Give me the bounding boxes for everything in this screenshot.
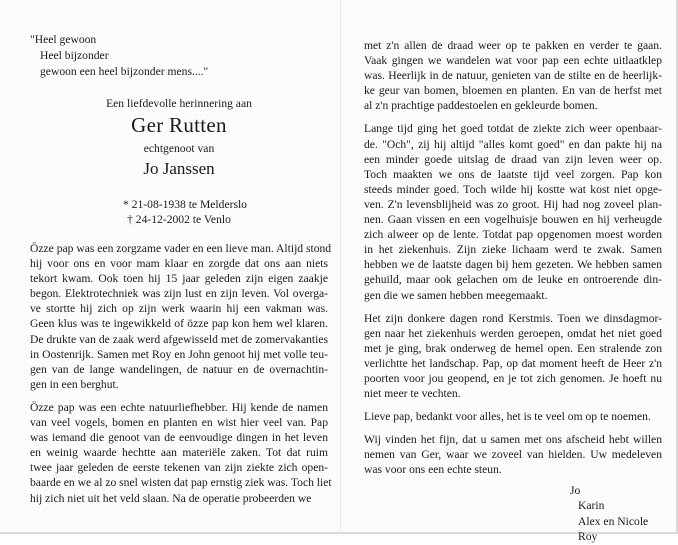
text-line: ve stortte hij zich op zijn werk waarin hij een vakman was. xyxy=(30,302,328,316)
right-text xyxy=(364,38,662,478)
text-line: met je ging, brak onderweg de hemel open. Een stralende zon xyxy=(364,341,662,355)
text-line: met z'n allen de draad weer op te pakken en verder te gaan. xyxy=(364,39,662,52)
signatory: Jo xyxy=(570,483,581,497)
text-line: van veel vogels, bomen en planten en wist hier veel van. Pap xyxy=(30,416,328,430)
text-line: steeds minder goed. Toch wilde hij kostte wat kost niet opge- xyxy=(364,182,662,196)
text-line: Het zijn donkere dagen rond Kerstmis. Toen we dinsdagmor- xyxy=(364,311,662,325)
text-line: gen van de lange wandelingen, de natuur en de overnachtin- xyxy=(30,362,328,376)
text-line: gehuild, maar ook gelachen om de leuke en ontroerende din- xyxy=(364,273,662,287)
poem-line: Heel bijzonder xyxy=(40,49,109,62)
death-date: † 24-12-2002 te Venlo xyxy=(127,213,231,226)
left-text xyxy=(30,241,332,506)
paragraph-gap xyxy=(364,113,662,121)
text-line: was voor ons een echte steun. xyxy=(364,463,502,477)
text-line: Lange tijd ging het goed totdat de ziekte zich weer openbaar- xyxy=(364,122,662,136)
text-line: ke geur van bomen, bloemen en planten. En van de herfst met xyxy=(364,84,662,98)
paragraph xyxy=(30,400,332,506)
paragraph-gap xyxy=(364,303,662,311)
text-line: nemen van Ger, waar we zoveel van hielden. Uw medeleven xyxy=(364,448,662,462)
text-line: was. Heerlijk in de natuur, genieten van de stilte en de heerlijk- xyxy=(364,69,662,83)
text-line: Özze pap was een echte natuurliefhebber. Hij kende de namen xyxy=(30,400,328,414)
signatory: Karin xyxy=(578,499,605,513)
paragraph-gap xyxy=(364,401,662,409)
paragraph xyxy=(364,121,662,302)
text-line: gen die we samen hebben meegemaakt. xyxy=(364,288,548,302)
text-line: niet meer te vechten. xyxy=(364,387,461,401)
birth-date: * 21-08-1938 te Melderslo xyxy=(123,198,247,211)
deceased-name: Ger Rutten xyxy=(131,113,227,137)
text-line: gen naar het ziekenhuis werden geroepen, omdat het niet goed xyxy=(364,326,662,340)
paragraph xyxy=(364,432,662,477)
paragraph xyxy=(364,311,662,402)
signatory: Alex en Nicole xyxy=(578,514,649,528)
paragraph xyxy=(364,38,662,113)
text-line: de. "Och", zij hij altijd "alles komt goed" en dan pakte hij na xyxy=(364,137,662,151)
text-line: hij zich niet uit het veld slaan. Na de operatie probeerden we xyxy=(30,491,312,505)
poem-line: gewoon een heel bijzonder mens...." xyxy=(40,65,209,78)
spouse-label: echtgenoot van xyxy=(143,142,215,155)
text-line: in Oostenrijk. Samen met Roy en John genoot hij met volle teu- xyxy=(30,347,328,361)
paragraph xyxy=(30,241,332,392)
text-line: Geen klus was te ingewikkeld of özze pap kon hem wel klaren. xyxy=(30,317,328,331)
text-line: zich alweer op de lente. Totdat pap opgenomen moest worden xyxy=(364,228,662,242)
poem xyxy=(30,32,328,80)
text-line: een minder goede uitslag de draad van zijn leven weer op. xyxy=(364,152,662,166)
text-line: nen. Gaan vissen en een vogelhuisje bouwen en hij verheugde xyxy=(364,213,662,227)
poem-line: "Heel gewoon xyxy=(30,33,97,46)
text-line: was iemand die genoot van de eenvoudige dingen in het leven xyxy=(30,431,328,445)
text-line: hij voor ons en voor mam klaar en zorgde dat ons aan niets xyxy=(30,257,328,271)
text-line: begon. Elektrotechniek was zijn lust en zijn leven. Vol overga- xyxy=(30,287,328,301)
text-line: baarde en we al zo snel wisten dat pap ernstig ziek was. Toch liet xyxy=(30,476,332,490)
text-line: Özze pap was een zorgzame vader en een lieve man. Altijd stond xyxy=(30,242,332,255)
text-line: poorten voor jou geopend, en je tot zich genomen. Je hoeft nu xyxy=(364,371,662,385)
text-line: De drukte van de zaak werd afgewisseld met de zomervakanties xyxy=(30,332,328,346)
text-line: Wij vinden het fijn, dat u samen met ons afscheid hebt willen xyxy=(364,433,662,447)
text-line: Lieve pap, bedankt voor alles, het is te veel om op te noemen. xyxy=(364,410,651,424)
life-dates xyxy=(30,197,328,227)
text-line: tekort kwam. Ook toen hij 15 jaar geleden zijn eigen zaakje xyxy=(30,272,328,286)
text-line: twee jaar geleden de eerste tekenen van zijn ziekte zich open- xyxy=(30,461,328,475)
text-line: verlichtte het landschap. Pap, op dat moment heeft de Heer z'n xyxy=(364,356,662,370)
card-fold-line xyxy=(340,0,341,534)
paragraph-gap xyxy=(364,424,662,432)
paragraph xyxy=(364,409,662,424)
signatory: Roy xyxy=(578,530,598,544)
signatories xyxy=(570,483,662,545)
paragraph-gap xyxy=(30,392,328,400)
spouse-name: Jo Janssen xyxy=(143,159,215,178)
text-line: Vaak gingen we wandelen wat voor pap een echte uitlaatklep xyxy=(364,54,662,68)
text-line: Toch maakten we ons de laatste tijd veel zorgen. Pap kon xyxy=(364,167,662,181)
text-line: in het ziekenhuis. Zijn zieke lichaam werd te zwak. Samen xyxy=(364,243,662,257)
text-line: ven. Z'n levensblijheid was zo groot. Hij had nog zoveel plan- xyxy=(364,197,662,211)
intro-text: Een liefdevolle herinnering aan xyxy=(106,97,252,110)
text-line: gen in een berghut. xyxy=(30,377,119,391)
left-page xyxy=(30,32,332,506)
text-line: al z'n prachtige paddestoelen en gekleurde bomen. xyxy=(364,99,598,113)
text-line: hebben we de laatste dagen bij hem gezeten. We hebben samen xyxy=(364,258,662,272)
right-page xyxy=(364,38,662,545)
text-line: en weinig waarde hechtte aan materiële zaken. Tot dat ruim xyxy=(30,446,328,460)
